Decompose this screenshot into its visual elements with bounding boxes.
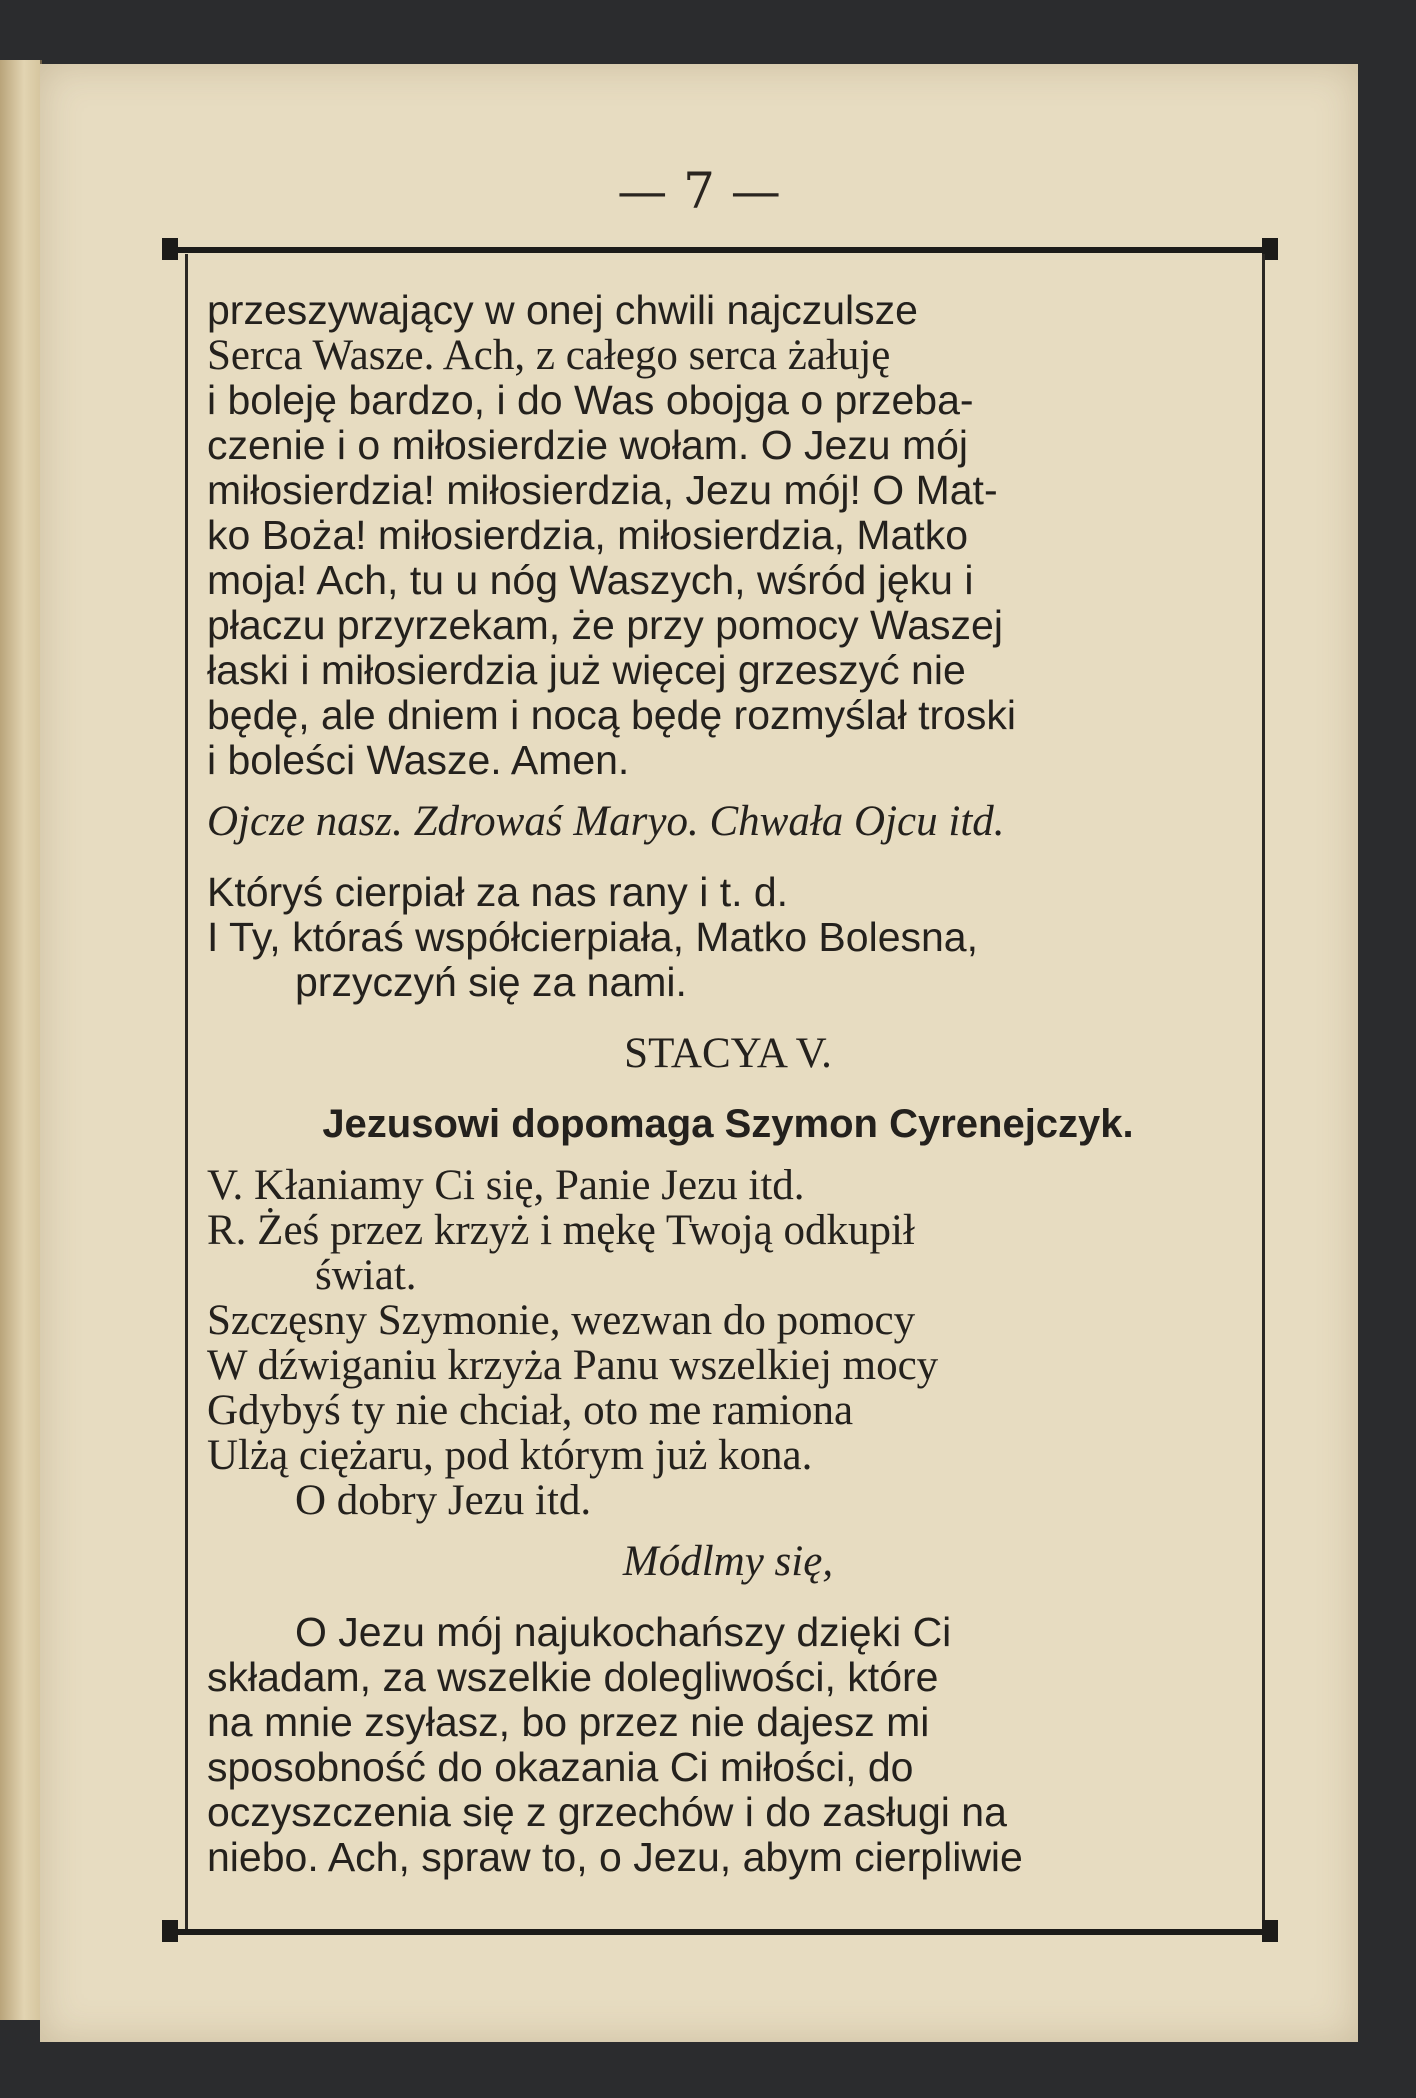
page-text [207, 288, 1249, 1880]
text-line: oczyszczenia się z grzechów i do zasługi na [207, 1789, 1007, 1835]
station-title: STACYA V. [624, 1030, 832, 1077]
text-line: będę, ale dniem i nocą będę rozmyślał troski [207, 692, 1017, 738]
text-line: Serca Wasze. Ach, z całego serca żałuję [207, 332, 891, 379]
left-page-edge [0, 60, 42, 2020]
book-page [40, 64, 1358, 2042]
rule-end-ornament [162, 1920, 178, 1942]
poem-line: Szczęsny Szymonie, wezwan do pomocy [207, 1297, 916, 1344]
text-line: płaczu przyrzekam, że przy pomocy Waszej [207, 602, 1003, 648]
text-line: przeszywający w onej chwili najczulsze [207, 287, 918, 333]
rule-end-ornament [162, 238, 178, 260]
poem-line: Ulżą ciężaru, pod którym już kona. [207, 1432, 813, 1479]
paragraph-1 [207, 288, 1249, 783]
paragraph-2 [207, 1610, 1249, 1880]
prayer-line: Ojcze nasz. Zdrowaś Maryo. Chwała Ojcu itd. [207, 798, 1005, 845]
left-border-line [185, 254, 188, 1929]
text-line: miłosierdzia! miłosierdzia, Jezu mój! O Mat- [207, 467, 998, 513]
prayer-heading: Módlmy się, [622, 1538, 834, 1585]
text-line: ko Boża! miłosierdzia, miłosierdzia, Matko [207, 512, 969, 558]
text-line: moja! Ach, tu u nóg Waszych, wśród jęku i [207, 557, 974, 603]
text-line: sposobność do okazania Ci miłości, do [207, 1744, 914, 1790]
text-line: łaski i miłosierdzia już więcej grzeszyć nie [207, 647, 966, 693]
rule-end-ornament [1262, 1920, 1278, 1942]
poem-line: W dźwiganiu krzyża Panu wszelkiej mocy [207, 1342, 939, 1389]
right-border-line [1262, 254, 1265, 1929]
text-line: I Ty, któraś współcierpiała, Matko Bolesna, [207, 914, 978, 960]
station-subtitle: Jezusowi dopomaga Szymon Cyrenejczyk. [322, 1102, 1134, 1146]
text-line: składam, za wszelkie dolegliwości, które [207, 1654, 939, 1700]
response-continuation: świat. [315, 1252, 417, 1299]
top-border-rule [168, 247, 1272, 253]
response: R. Żeś przez krzyż i mękę Twoją odkupił [207, 1207, 915, 1254]
text-line: przyczyń się za nami. [295, 959, 687, 1005]
page-number: — 7 — [617, 162, 781, 220]
poem-line: Gdybyś ty nie chciał, oto me ramiona [207, 1387, 854, 1434]
text-line: niebo. Ach, spraw to, o Jezu, abym cierpliwie [207, 1834, 1023, 1880]
text-line: czenie i o miłosierdzie wołam. O Jezu mój [207, 422, 969, 468]
responses [207, 870, 1249, 1005]
text-line: na mnie zsyłasz, bo przez nie dajesz mi [207, 1699, 930, 1745]
bottom-border-rule [168, 1929, 1272, 1935]
text-line: i boleści Wasze. Amen. [207, 737, 630, 783]
text-line: Któryś cierpiał za nas rany i t. d. [207, 869, 789, 915]
text-line: i boleję bardzo, i do Was obojga o przeba- [207, 377, 974, 423]
text-line: O Jezu mój najukochańszy dzięki Ci [295, 1609, 952, 1655]
poem [207, 1298, 1249, 1523]
poem-refrain: O dobry Jezu itd. [295, 1477, 592, 1524]
versicle: V. Kłaniamy Ci się, Panie Jezu itd. [207, 1162, 805, 1209]
